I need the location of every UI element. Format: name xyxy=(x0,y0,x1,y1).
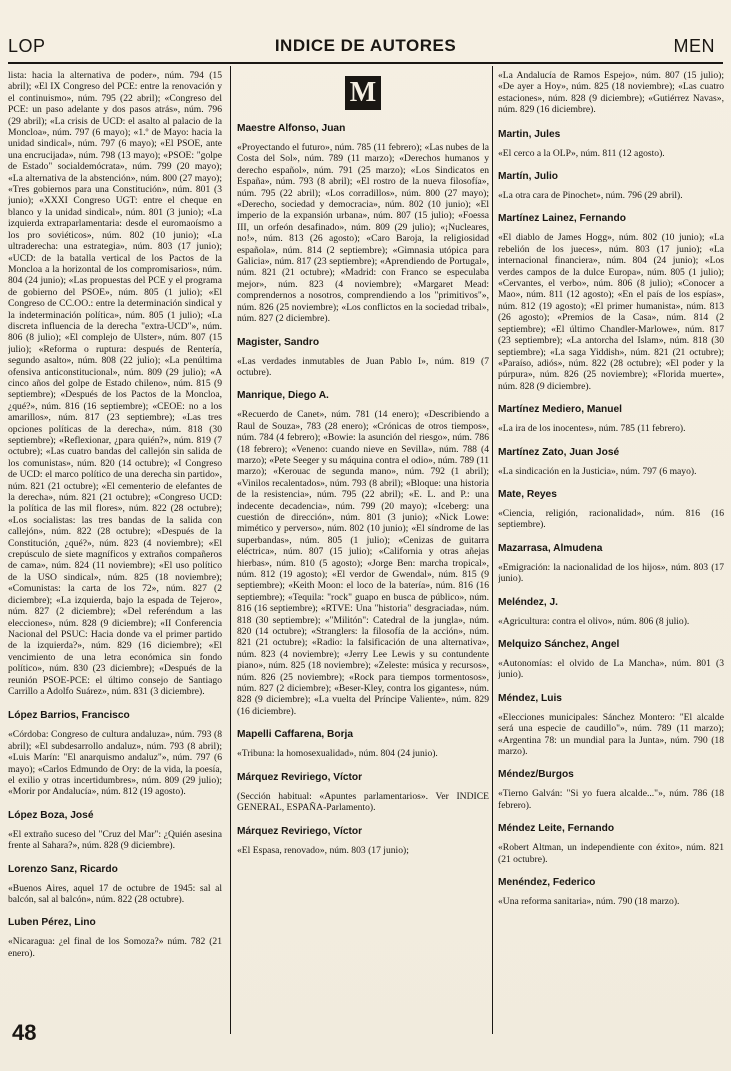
article-list: «La ira de los inocentes», núm. 785 (11 febrero). xyxy=(498,423,686,435)
article-list: «Tribuna: la homosexualidad», núm. 804 (24 junio). xyxy=(237,748,438,760)
author-name: Meléndez, J. xyxy=(498,596,559,608)
author-entry xyxy=(8,863,222,906)
article-list: «Proyectando el futuro», núm. 785 (11 febrero); «Las nubes de la Costa del Sol», núm. 789 (11 marzo); «Derechos humanos y derecho español», núm. 791 (25 marzo); «Los Sindicatos en España», núm. 793 (8 abril); «El rostro de la nueva filosofía», núm. 795 (22 abril); «Los corradillos», núm. 800 (27 mayo); «Derecho, sociedad y democracia», núm. 802 (10 junio); «El imperio de la expansión urbana», núm. 807 (15 julio); «Foessa III, un orfeón desafinado», núm. 809 (29 julio); «¡Nucleares, no!», núm. 813 (26 agosto); «Caro Baroja, la religiosidad española», núm. 814 (2 septiembre); «Gimnasia utópica para Galicia», núm. 817 (23 septiembre); «Aprendiendo de Portugal», núm. 821 (21 octubre); «Madrid: con Franco se especulaba mejor», núm. 823 (4 noviembre); «Margaret Mead: comprendernos a nosotros, comprendiendo a los "primitivos"», núm. 826 (25 noviembre); «Los conflictos en la sociedad tribal», núm. 827 (2 diciembre). xyxy=(237,142,489,325)
author-name: Magister, Sandro xyxy=(237,336,320,348)
author-entry xyxy=(8,709,222,797)
author-entry xyxy=(498,403,724,434)
article-list: «Agricultura: contra el olivo», núm. 806 (8 julio). xyxy=(498,615,690,627)
column-1 xyxy=(8,70,222,1030)
article-list: (Sección habitual: «Apuntes parlamentarios». Ver INDICE GENERAL, ESPAÑA-Parlamento). xyxy=(237,790,489,814)
header-rule xyxy=(8,62,723,64)
article-list: «Robert Altman, un independiente con éxito», núm. 821 (21 octubre). xyxy=(498,842,724,865)
author-name: Martínez Lainez, Fernando xyxy=(498,213,626,225)
author-entry xyxy=(237,389,489,717)
author-name: Mazarrasa, Almudena xyxy=(498,542,603,554)
article-list: «El Espasa, renovado», núm. 803 (17 junio); xyxy=(237,844,409,856)
page-number: 48 xyxy=(12,1020,37,1045)
header-last-entry: MEN xyxy=(673,36,715,56)
author-name: Martínez Zato, Juan José xyxy=(498,446,620,458)
author-name: Mate, Reyes xyxy=(498,488,557,500)
author-name: Martin, Jules xyxy=(498,128,561,140)
article-list: «Elecciones municipales: Sánchez Montero: "El alcalde será una especie de caudillo"», núm. 789 (11 marzo); «Argentina 78: un mundial para la Junta», núm. 790 (18 marzo). xyxy=(498,711,724,757)
article-list: «Ciencia, religión, racionalidad», núm. 816 (16 septiembre). xyxy=(498,507,724,531)
article-list: «El extraño suceso del "Cruz del Mar": ¿Quién asesina frente al Sahara?», núm. 828 (9 diciembre). xyxy=(8,828,222,852)
author-entry xyxy=(8,809,222,852)
article-list: «Buenos Aires, aquel 17 de octubre de 1945: sal al balcón, sal al balcón», núm. 822 (28 octubre). xyxy=(8,882,222,905)
article-list: «Recuerdo de Canet», núm. 781 (14 enero); «Describiendo a Raul de Souza», 783 (28 enero); «Crónicas de otros tiempos», núm. 784 (4 febrero); «Bowie: la asunción del riesgo», núm. 786 (18 febrero); «Veneno: cuando nieve en Sevilla», núm. 788 (4 marzo); «Pete Seeger y su máquina contra el odio», núm. 789 (11 marzo); «Kerouac de segunda mano», núm. 792 (1 abril); «Vinilos recalentados», núm. 793 (8 abril); «Bloque: una historia de la resistencia», núm. 795 (22 abril); «E. L. and P.: una indecente decadencia», núm. 799 (20 mayo); «Iceberg: una cuestión de dirección», núm. 801 (3 junio); «Nick Lowe: mimético y perverso», núm. 802 (10 junio); «El síndrome de las superbandas», núm. 805 (1 julio); «Cenizas de guitarra eléctrica», núm. 807 (15 julio); «California y otras añejas hierbas», núm. 810 (5 agosto); «Jorge Ben: marcha tropical», núm. 812 (19 agosto); «El verdor de Gwendal», núm. 815 (9 septiembre); «Keith Moon: el loco de la batería», núm. 816 (16 septiembre); «Tequila: "rock" guapo en busca de público», núm. 816 (16 septiembre); «RTVE: Una "historia" desgraciada», núm. 818 (30 septiembre); «"Militón": Catedral de la jungla», núm. 820 (14 octubre); «Stranglers: la filosofía de la acción», núm. 821 (21 octubre); «Radio: la falsificación de una alternativa», núm. 823 (4 noviembre); «Jerry Lee Lewis y su contundente piano», núm. 825 (18 noviembre); «Zeleste: música y recursos», núm. 826 (25 noviembre); «Rock para tiempos tormentosos», núm. 827 (2 diciembre); «Beser-Kley, contra los gigantes», núm. 828 (9 diciembre); «La vuelta del Príncipe Valiente», núm. 829 (16 diciembre). xyxy=(237,409,489,717)
author-name: Melquizo Sánchez, Angel xyxy=(498,638,620,650)
author-entry xyxy=(498,692,724,758)
author-entry xyxy=(498,822,724,865)
author-entry xyxy=(237,825,489,856)
author-entry xyxy=(498,128,724,159)
author-entry xyxy=(498,170,724,201)
author-entry xyxy=(498,596,724,627)
author-name: Martínez Mediero, Manuel xyxy=(498,404,622,416)
author-name: Márquez Reviriego, Víctor xyxy=(237,825,363,837)
article-list: «Nicaragua: ¿el final de los Somoza?» núm. 782 (21 enero). xyxy=(8,936,222,959)
article-list: «Emigración: la nacionalidad de los hijos», núm. 803 (17 junio). xyxy=(498,561,724,585)
author-entry xyxy=(237,336,489,379)
author-name: Maestre Alfonso, Juan xyxy=(237,123,346,134)
author-entry xyxy=(8,916,222,959)
author-entry xyxy=(498,542,724,585)
author-name: Méndez, Luis xyxy=(498,692,562,704)
header-first-entry: LOP xyxy=(8,36,46,56)
author-name: Méndez Leite, Fernando xyxy=(498,823,615,835)
author-name: López Boza, José xyxy=(8,809,94,821)
author-entry xyxy=(237,122,489,325)
author-name: Manrique, Diego A. xyxy=(237,390,329,402)
author-name: Menéndez, Federico xyxy=(498,877,596,889)
author-entry xyxy=(498,446,724,477)
article-list: «Tierno Galván: "Si yo fuera alcalde..."», núm. 786 (18 febrero). xyxy=(498,788,724,811)
author-name: Méndez/Burgos xyxy=(498,769,574,781)
column-divider xyxy=(492,66,493,1034)
continuation-text: «La Andalucía de Ramos Espejo», núm. 807 (15 julio); «De ayer a Hoy», núm. 825 (18 noviembre); «Las cuatro estaciones», núm. 828 (9 diciembre); «Gutiérrez Navas», núm. 829 (16 diciembre). xyxy=(498,70,724,116)
article-list: «Las verdades inmutables de Juan Pablo I», núm. 819 (7 octubre). xyxy=(237,355,489,378)
author-entry xyxy=(498,212,724,392)
author-entry xyxy=(498,876,724,907)
author-name: Márquez Reviriego, Víctor xyxy=(237,771,363,783)
author-name: Mapelli Caffarena, Borja xyxy=(237,729,354,741)
author-entry xyxy=(498,488,724,531)
author-name: Martín, Julio xyxy=(498,171,558,183)
page-title: INDICE DE AUTORES xyxy=(274,36,457,55)
author-entry xyxy=(237,728,489,759)
column-2 xyxy=(237,70,489,1030)
author-entry xyxy=(498,638,724,681)
continuation-text: lista: hacia la alternativa de poder», núm. 794 (15 abril); «El IX Congreso del PCE: entre la renovación y el continuismo», núm. 795 (22 abril); «Congreso del PCE: un paso adelante y dos pasos atrás», núm. 796 (29 abril); «La crisis de UCD: el asalto al palacio de la Moncloa», núm. 797 (6 mayo); «1.º de Mayo: hacia la unidad sindical», núm. 797 (6 mayo); «El PSOE, ante una encrucijada», núm. 798 (13 mayo); «PSOE: "golpe de Estado" socialdemócrata», núm. 799 (20 mayo); «La alternativa de la abstención», núm. 800 (27 mayo); «Tres gobiernos para una Constitución», núm. 801 (3 junio); «XXXI Congreso UGT: entre el cheque en blanco y la unidad sindical», núm. 801 (3 junio); «La izquierda extraparlamentaria: desde el euromaoísmo a los pro soviéticos», núm. 802 (10 junio); «La ultraderecha: una estrategia», núm. 803 (17 junio); «UCD: de la batalla vertical de los Pactos de la Moncloa a la horizontal de los compromisarios», núm. 804 (24 junio); «Las propuestas del PCE y el programa de gobierno del PSOE», núm. 805 (1 julio); «El Congreso de CC.OO.: entre la determinación sindical y la indeterminación política», núm. 805 (1 julio); «La discreta influencia de la derecha "extra-UCD"», núm. 806 (8 julio); «El complejo de Ulster», núm. 807 (15 julio); «Reforma o ruptura: después de Rentería, segundo asalto», núm. 808 (22 julio); «La penúltima ofensiva anticonstitucional», núm. 809 (29 julio); «A cinco años del golpe de Estado chileno», núm. 815 (9 septiembre); «Después de los Pactos de la Moncloa, ¿qué?», núm. 816 (16 septiembre); «CEOE: no a los amarillos», núm. 817 (23 septiembre); «Las tres opciones políticas de la derecha», núm. 818 (30 septiembre); «Reflexionar, ¿para quién?», núm. 819 (7 octubre); «Las cuatro bandas del callejón sin salida de los comunistas», núm. 820 (14 octubre); «I Congreso de UCD: el marco político de una derecha sin partido», núm. 821 (21 octubre); «El cementerio de elefantes de la derecha», núm. 821 (21 octubre); «Congreso UCD: la política de las mil flores», núm. 822 (28 octubre); «Los socialistas: las tres bandas de la salida con callejón», núm. 822 (28 octubre); «Después de la Constitución, ¿qué?», núm. 823 (4 noviembre); «El crepúsculo de siete magníficos y extraños compañeros de cama», núm. 824 (11 noviembre); «El uso político de la USO sindical», núm. 825 (18 noviembre); «Comunistas: la carta de los 72», núm. 827 (2 diciembre); «La izquierda, bajo la espada de Tejero», núm. 827 (2 diciembre); «Del referéndum a las elecciones», núm. 828 (9 diciembre); «II Conferencia Nacional del PSUC: Hacia donde va el primer partido de la izquierda?», núm. 829 (16 diciembre); «El vencimiento de una letra económica sin fondo político», núm. 830 (23 diciembre); «Después de la reunión PSOE-PCE: el último consejo de Santiago Carrillo a Adolfo Suárez», núm. 831 (3 diciembre). xyxy=(8,70,222,697)
article-list: «La otra cara de Pinochet», núm. 796 (29 abril). xyxy=(498,190,683,202)
article-list: «Córdoba: Congreso de cultura andaluza», núm. 793 (8 abril); «El subdesarrollo andaluz», núm. 793 (8 abril); «Luis Marín: "El anarquismo andaluz"», núm. 797 (6 mayo); «Carlos Edmundo de Ory: de la vida, la poesía, el exilio y otras incertidumbres», núm. 809 (29 julio); «Morir por Andalucía», núm. 812 (19 agosto). xyxy=(8,729,222,798)
author-entry xyxy=(498,768,724,811)
section-letter: M xyxy=(345,76,381,110)
article-list: «El cerco a la OLP», núm. 811 (12 agosto). xyxy=(498,147,665,159)
author-name: López Barrios, Francisco xyxy=(8,710,130,722)
column-3 xyxy=(498,70,724,1030)
author-entry xyxy=(237,771,489,814)
column-divider xyxy=(230,66,231,1034)
article-list: «Una reforma sanitaria», núm. 790 (18 marzo). xyxy=(498,896,680,908)
article-list: «Autonomías: el olvido de La Mancha», núm. 801 (3 junio). xyxy=(498,657,724,681)
author-name: Luben Pérez, Lino xyxy=(8,917,96,929)
article-list: «El diablo de James Hogg», núm. 802 (10 junio); «La rebelión de los jueces», núm. 803 (17 junio); «La internacional financiera», núm. 804 (24 junio); «Los verdes campos de la dulce Europa», núm. 805 (1 julio); «Cervantes, el verbo», núm. 806 (8 julio); «Conocer a Mao», núm. 811 (12 agosto); «En el país de los espías», núm. 812 (19 agosto); «El primer humanista», núm. 813 (26 agosto); «Premios de la Casa», núm. 814 (2 septiembre); «El último Chandler-Marlowe», núm. 817 (23 septiembre); «La antorcha del Islam», núm. 818 (30 septiembre); «La saga Yiddish», núm. 821 (21 octubre); «Paraíso, adiós», núm. 822 (28 octubre); «El poder y la púrpura», núm. 826 (25 noviembre); «Florida muerte», núm. 828 (9 diciembre). xyxy=(498,232,724,392)
article-list: «La sindicación en la Justicia», núm. 797 (6 mayo). xyxy=(498,465,697,477)
author-name: Lorenzo Sanz, Ricardo xyxy=(8,863,118,875)
